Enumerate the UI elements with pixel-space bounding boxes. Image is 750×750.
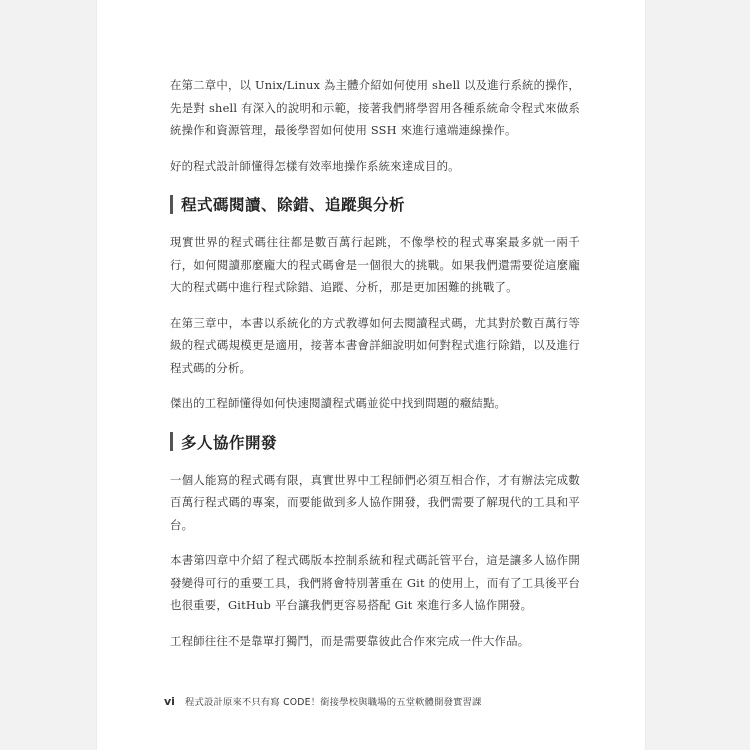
section-heading-collaboration-title: 多人協作開發	[181, 433, 278, 452]
page-footer	[164, 694, 482, 708]
running-book-title: 程式設計原來不只有寫 CODE！銜接學校與職場的五堂軟體開發實習課	[184, 697, 482, 708]
debug-paragraph-2: 在第三章中，本書以系統化的方式教導如何去閱讀程式碼，尤其對於數百萬行等級的程式碼規模更是適用，接著本書會詳細說明如何對程式進行除錯，以及進行程式碼的分析。	[170, 315, 580, 375]
page-number: vi	[164, 694, 175, 708]
intro-paragraph-2: 好的程式設計師懂得怎樣有效率地操作系統來達成目的。	[170, 158, 460, 173]
section-heading-collaboration	[170, 429, 580, 455]
debug-paragraph-1: 現實世界的程式碼往往都是數百萬行起跳，不像學校的程式專案最多就一兩千行，如何閱讀那麼龐大的程式碼會是一個很大的挑戰。如果我們還需要從這麼龐大的程式碼中進行程式除錯、追蹤、分析，那是更加困難的挑戰了。	[170, 235, 580, 294]
page-content	[170, 74, 580, 666]
section-heading-debugging-title: 程式碼閱讀、除錯、追蹤與分析	[181, 196, 406, 214]
book-page	[97, 0, 645, 750]
intro-paragraph-1: 在第二章中，以 Unix/Linux 為主體介紹如何使用 shell 以及進行系統的操作，先是對 shell 有深入的說明和示範，接著我們將學習用各種系統命令程式來做系統操作和資源管理，最後學習如何使用 SSH 來進行遠端連線操作。	[170, 78, 580, 137]
collab-paragraph-3: 工程師往往不是靠單打獨鬥，而是需要靠彼此合作來完成一件大作品。	[170, 633, 530, 648]
heading-bar-icon	[170, 195, 173, 214]
heading-bar-icon	[170, 432, 173, 451]
section-heading-debugging	[170, 191, 580, 217]
debug-paragraph-3: 傑出的工程師懂得如何快速閱讀程式碼並從中找到問題的癥結點。	[170, 396, 507, 410]
collab-paragraph-2: 本書第四章中介紹了程式碼版本控制系統和程式碼託管平台，這是讓多人協作開發變得可行的重要工具，我們將會特別著重在 Git 的使用上，而有了工具後平台也很重要，GitHub 平台讓我們更容易搭配 Git 來進行多人協作開發。	[170, 553, 580, 612]
collab-paragraph-1: 一個人能寫的程式碼有限，真實世界中工程師們必須互相合作，才有辦法完成數百萬行程式碼的專案，而要能做到多人協作開發，我們需要了解現代的工具和平台。	[170, 472, 580, 532]
